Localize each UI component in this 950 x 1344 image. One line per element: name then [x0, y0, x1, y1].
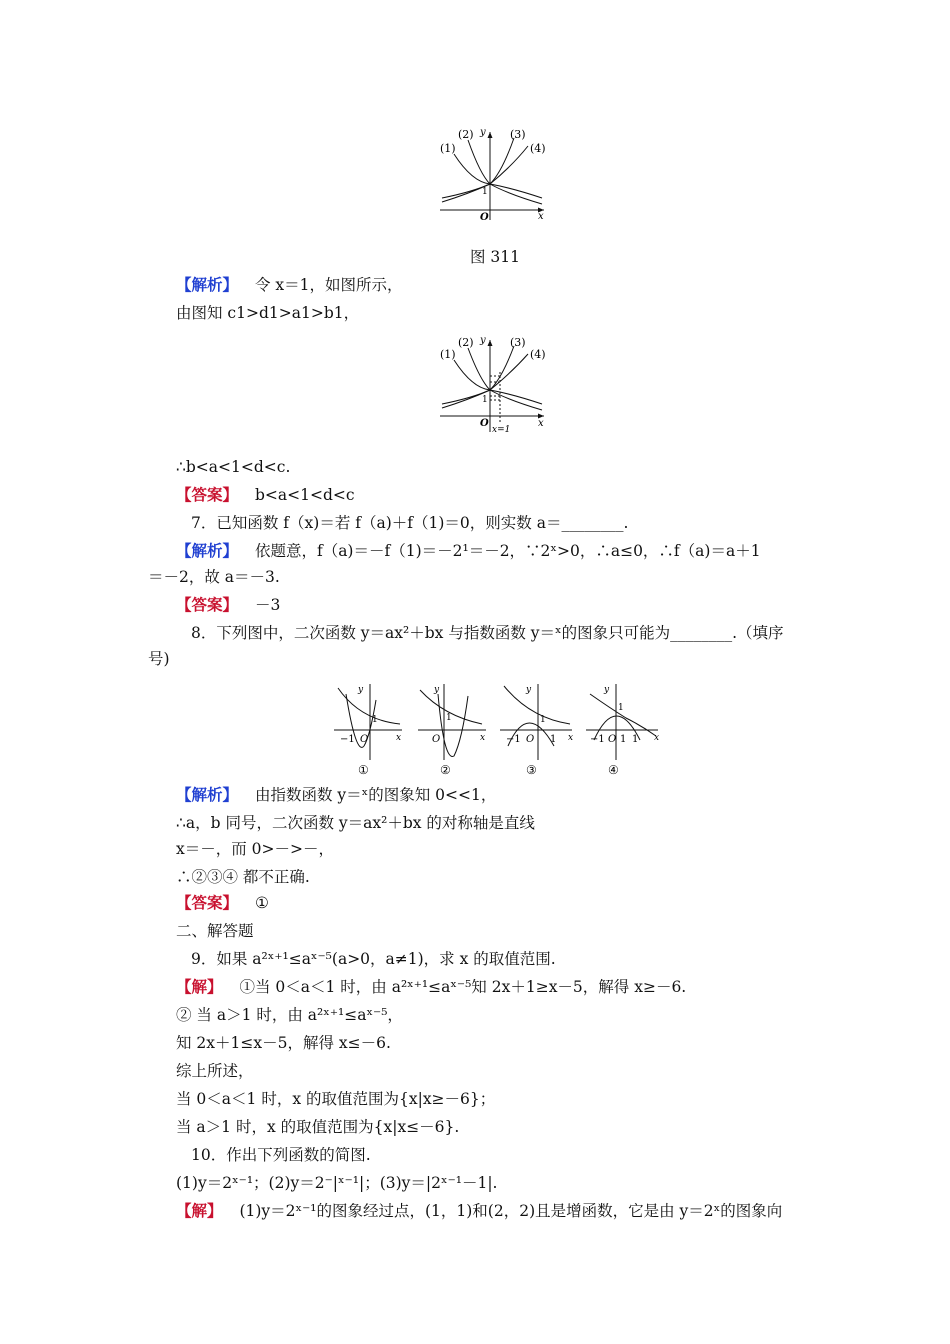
q9-l4: 综上所述，	[176, 1062, 254, 1080]
daan-tag: 【答案】	[176, 485, 239, 504]
q10-l1: (1)y＝2ˣ⁻¹的图象经过点，(1，1)和(2，2)且是增函数，它是由 y＝2ˣ的图象向	[239, 1202, 783, 1220]
q8-stem-cont: 号)	[148, 650, 170, 668]
q9-l5: 当 0＜a＜1 时，x 的取值范围为{x|x≥－6}；	[176, 1090, 496, 1108]
q9-jie-line	[176, 976, 686, 998]
fig2-label-3: (3)	[510, 336, 526, 349]
q8-daan-line	[176, 892, 269, 914]
figure-caption: 图 311	[470, 248, 521, 266]
q6-daan-line	[176, 484, 355, 506]
q7-daan-line	[176, 594, 280, 616]
q8-line4: ∴②③④ 都不正确.	[176, 868, 310, 886]
daan-tag: 【答案】	[176, 595, 239, 614]
fig2-x1-label: x=1	[492, 425, 511, 435]
fig2-origin: O	[480, 418, 489, 429]
q10-funcs: (1)y＝2ˣ⁻¹；(2)y＝2⁻|ˣ⁻¹|；(3)y＝|2ˣ⁻¹－1|.	[176, 1174, 498, 1192]
jie-tag: 【解】	[176, 1201, 223, 1220]
q9-l3: 知 2x＋1≤x－5，解得 x≤－6.	[176, 1034, 391, 1052]
fig2-label-4: (4)	[530, 348, 546, 361]
fig2-one: 1	[482, 395, 488, 405]
graph-label-4: ④	[608, 763, 619, 777]
svg-text:1: 1	[372, 715, 378, 725]
q8-jiexi-line	[176, 784, 496, 806]
jie-tag: 【解】	[176, 977, 223, 996]
q8-line2: ∴a，b 同号，二次函数 y＝ax²＋bx 的对称轴是直线	[176, 814, 535, 832]
jiexi-tag: 【解析】	[176, 541, 239, 560]
svg-text:O: O	[432, 734, 441, 745]
q9-l2: ② 当 a＞1 时，由 a²ˣ⁺¹≤aˣ⁻⁵，	[176, 1006, 403, 1024]
fig2-y-label: y	[480, 335, 486, 346]
svg-text:x: x	[480, 733, 486, 743]
svg-text:y: y	[526, 685, 532, 695]
svg-text:1: 1	[618, 703, 624, 713]
q7-stem: 7．已知函数 f（x)＝若 f（a)＋f（1)＝0，则实数 a＝________.	[191, 514, 629, 532]
fig2-label-1: (1)	[440, 348, 456, 361]
svg-text:y: y	[604, 685, 610, 695]
q8-daan-text: ①	[254, 894, 269, 912]
q7-daan-text: －3	[254, 596, 281, 614]
q7-jiexi-line	[176, 540, 761, 562]
fig1-label-4: (4)	[530, 142, 546, 155]
fig1-y-label: y	[480, 127, 486, 138]
svg-text:−1: −1	[590, 734, 605, 745]
jiexi-tag: 【解析】	[176, 275, 239, 294]
fig1-x-label: x	[538, 211, 544, 222]
svg-text:1: 1	[540, 715, 546, 725]
fig1-label-3: (3)	[510, 128, 526, 141]
fig1-label-2: (2)	[458, 128, 474, 141]
figure-311	[432, 122, 552, 222]
svg-text:y: y	[434, 685, 440, 695]
graph-label-2: ②	[440, 763, 451, 777]
fig1-one: 1	[482, 187, 488, 197]
q9-l6: 当 a＞1 时，x 的取值范围为{x|x≤－6}.	[176, 1118, 460, 1136]
q10-stem: 10．作出下列函数的简图.	[191, 1146, 371, 1164]
graph-label-3: ③	[526, 763, 537, 777]
section-heading: 二、解答题	[176, 922, 254, 940]
svg-text:O: O	[360, 734, 369, 745]
figure-2	[432, 332, 552, 436]
q6-line2: 由图知 c1>d1>a1>b1，	[176, 304, 360, 322]
fig2-label-2: (2)	[458, 336, 474, 349]
q8-line3: x＝－，而 0>－>－，	[176, 840, 335, 858]
svg-text:O: O	[608, 734, 617, 745]
q6-jiexi-line	[176, 274, 402, 296]
fig1-origin: O	[480, 212, 489, 222]
svg-text:−1: −1	[340, 734, 355, 745]
q7-jiexi-text: 依题意，f（a)＝－f（1)＝－2¹＝－2，∵2ˣ>0，∴a≤0，∴f（a)＝a＋1	[254, 542, 761, 560]
q9-l1: ①当 0＜a＜1 时，由 a²ˣ⁺¹≤aˣ⁻⁵知 2x＋1≥x－5，解得 x≥－6.	[239, 978, 687, 996]
q8-stem: 8．下列图中，二次函数 y＝ax²＋bx 与指数函数 y＝ˣ的图象只可能为________.（填序	[191, 624, 784, 642]
svg-text:1: 1	[632, 734, 639, 745]
svg-text:1: 1	[446, 713, 452, 723]
graph-label-1: ①	[358, 763, 369, 777]
q7-jiexi-cont: ＝－2，故 a＝－3.	[148, 568, 280, 586]
svg-text:x: x	[654, 733, 660, 743]
q6-daan-text: b<a<1<d<c	[254, 486, 355, 504]
q10-jie-line	[176, 1200, 782, 1222]
svg-text:O: O	[526, 734, 535, 745]
fig2-x-label: x	[538, 418, 544, 429]
svg-text:1: 1	[550, 734, 557, 745]
svg-text:x: x	[568, 733, 574, 743]
q8-graphs	[330, 680, 660, 780]
q8-jiexi-text: 由指数函数 y＝ˣ的图象知 0<<1，	[254, 786, 497, 804]
svg-text:−1: −1	[506, 734, 521, 745]
fig1-label-1: (1)	[440, 142, 456, 155]
svg-text:x: x	[396, 733, 402, 743]
svg-text:1: 1	[620, 734, 627, 745]
jiexi-tag: 【解析】	[176, 785, 239, 804]
q9-stem: 9．如果 a²ˣ⁺¹≤aˣ⁻⁵(a>0，a≠1)，求 x 的取值范围.	[191, 950, 556, 968]
q6-conclusion: ∴b<a<1<d<c.	[176, 458, 291, 476]
svg-text:y: y	[358, 685, 364, 695]
daan-tag: 【答案】	[176, 893, 239, 912]
q6-jiexi-text: 令 x＝1，如图所示，	[254, 276, 403, 294]
